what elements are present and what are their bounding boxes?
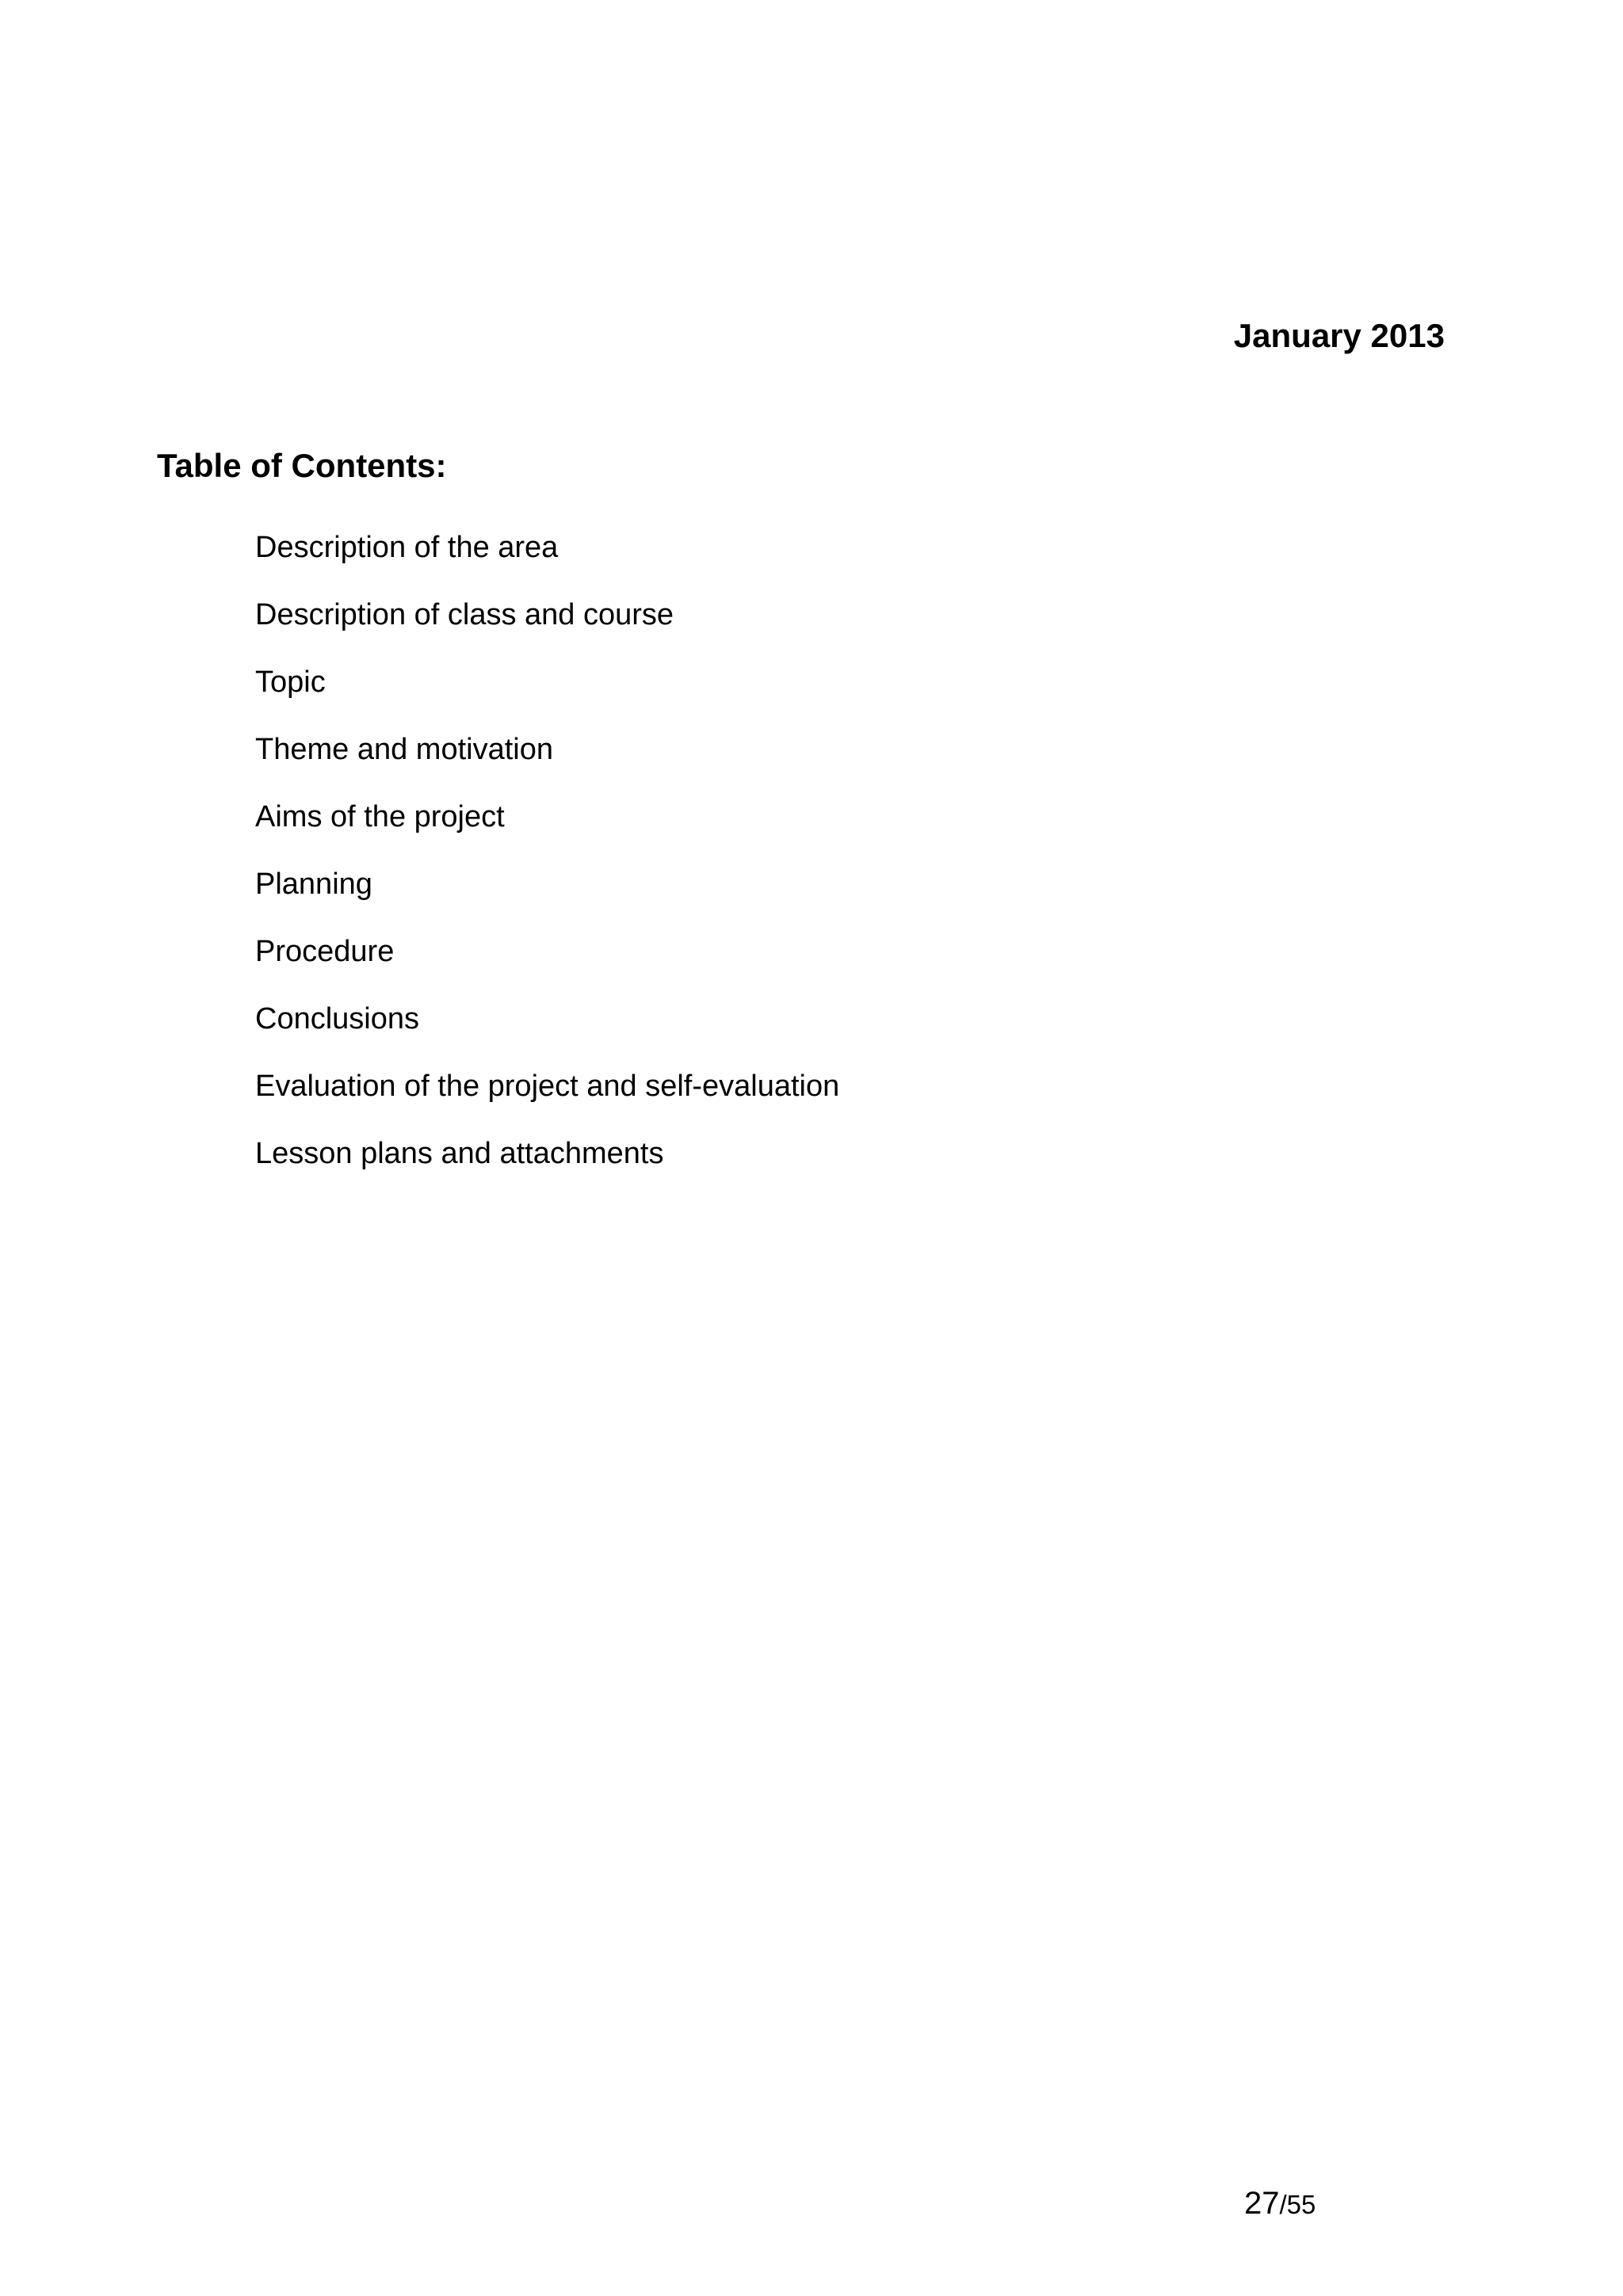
toc-item-procedure: Procedure	[255, 935, 395, 968]
toc-item-conclusions: Conclusions	[255, 1002, 419, 1035]
page-total: /55	[1279, 2190, 1316, 2219]
toc-item-theme-motivation: Theme and motivation	[255, 733, 553, 766]
toc-item-evaluation: Evaluation of the project and self-evaluation	[255, 1070, 840, 1103]
toc-list	[255, 528, 839, 1201]
toc-heading: Table of Contents:	[157, 447, 447, 484]
toc-item-description-of-class: Description of class and course	[255, 598, 674, 631]
toc-item-topic: Topic	[255, 666, 326, 699]
page-current: 27	[1244, 2186, 1280, 2221]
document-date: January 2013	[1233, 317, 1445, 354]
toc-item-planning: Planning	[255, 868, 372, 901]
page-number	[1244, 2183, 1316, 2230]
toc-item-aims: Aims of the project	[255, 800, 505, 833]
toc-item-description-of-area: Description of the area	[255, 531, 559, 564]
toc-item-lesson-plans: Lesson plans and attachments	[255, 1137, 664, 1170]
